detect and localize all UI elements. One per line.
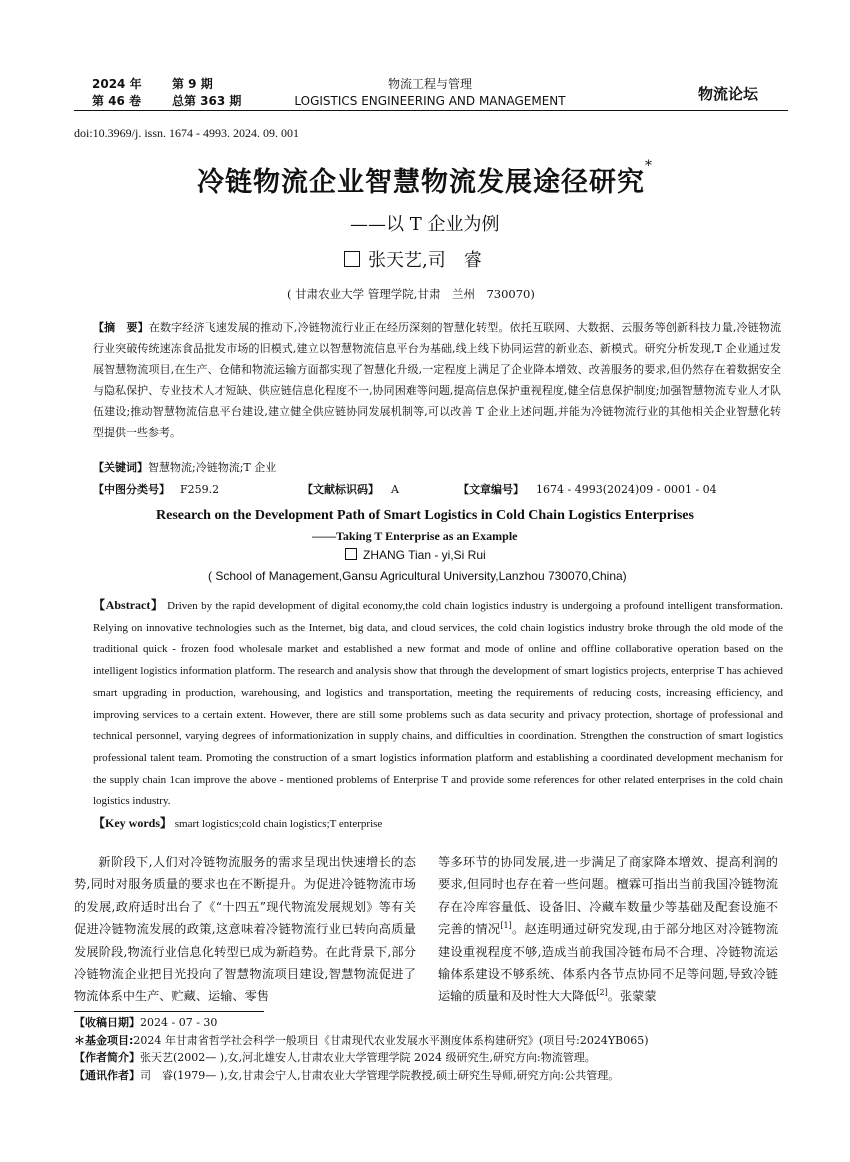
affiliation-en: ( School of Management,Gansu Agricultural University,Lanzhou 730070,China) — [208, 569, 627, 583]
article-no — [458, 481, 717, 497]
body-right-text-1: 等多环节的协同发展,进一步满足了商家降本增效、提高利润的要求,但同时也存在着一些问题。檀霖可指出当前我国冷链物流存在冷库容量低、设备旧、冷藏车数量少等基础及配套设施不完善的情况 — [438, 855, 778, 937]
title-footnote-mark: * — [645, 158, 653, 174]
citation-1: [1] — [500, 921, 512, 931]
body-right-text-3: 。张蒙蒙 — [607, 989, 657, 1004]
year: 2024 年 — [92, 77, 142, 91]
keywords-cn-text: 智慧物流;冷链物流;T 企业 — [148, 461, 277, 474]
citation-2: [2] — [596, 988, 608, 998]
subtitle-en: ——Taking T Enterprise as an Example — [312, 529, 518, 543]
body-column-right — [438, 851, 778, 1008]
authors-en — [345, 548, 486, 562]
volume: 第 46 卷 — [92, 94, 142, 108]
subtitle: ——以 T 企业为例 — [350, 214, 500, 235]
page-title: 冷链物流企业智慧物流发展途径研究 — [197, 167, 645, 198]
abstract-cn — [93, 317, 781, 444]
received-date: 【收稿日期】2024 - 07 - 30 — [74, 1016, 218, 1029]
affiliation: ( 甘肃农业大学 管理学院,甘肃 兰州 730070) — [287, 287, 535, 301]
body-right-text-2: 。赵连明通过研究发现,由于部分地区对冷链物流建设重视程度不够,造成当前我国冷链布局不合理、冷链物流运输体系建设不够系统、体系内各节点协同不足等问题,导致冷链运输的质量和及时性大大降低 — [438, 922, 779, 1004]
authors — [344, 246, 482, 272]
keywords-cn — [93, 459, 276, 475]
abstract-en-text: Driven by the rapid development of digital economy,the cold chain logistics industry is undergoing a profound intelligent transformation. Relying on innovative technologies such as the Internet, big data, and cloud services, the cold chain logistics industry broke through the old mode of the traditional quick - frozen food wholesale market and established a new format and mode of online and offline collaborative operation based on the intelligent logistics information platform. The research and analysis show that through the development of smart logistics projects, enterprise T has achieved smart upgrading in production, warehousing, and logistics and transportation, meeting the requirements of reducing costs, increasing efficiency, and improving services to a certain extent. However, there are still some problems such as data security and privacy protection, shortage of professional and technical personnel, varying degrees of informationization in supply chains, and difficulties in coordination. Strengthen the construction of smart logistics professional talent team. Promoting the construction of a smart logistics information platform and establishing a coordinated development mechanism for the supply chain 1can improve the above - mentioned problems of Enterprise T and provide some references for other related enterprises in the cold chain logistics industry. — [93, 600, 783, 808]
footnotes — [74, 1014, 649, 1084]
clc-value: F259.2 — [180, 483, 220, 496]
article-no-label: 【文章编号】 — [458, 483, 524, 496]
author-en-box-icon — [345, 548, 357, 560]
abstract-en-label: 【Abstract】 — [93, 598, 164, 612]
body-column-left: 新阶段下,人们对冷链物流服务的需求呈现出快速增长的态势,同时对服务质量的要求也在不断提升。为促进冷链物流市场的发展,政府适时出台了《“十四五”现代物流发展规划》等有关促进冷链物流发展的政策,这意味着冷链物流行业已转向高质量发展阶段,物流行业信息化转型已成为新趋势。在此背景下,部分冷链物流企业把目光投向了智慧物流项目建设,智慧物流促进了物流体系中生产、贮藏、运输、零售 — [74, 855, 416, 1004]
abstract-en — [93, 595, 783, 813]
doc-code-label: 【文献标识码】 — [302, 483, 379, 496]
header-rule — [74, 110, 788, 111]
title-block — [0, 160, 850, 199]
keywords-en-label: 【Key words】 — [93, 816, 172, 830]
author-bio: 【作者简介】张天艺(2002— ),女,河北雄安人,甘肃农业大学管理学院 2024 级研究生,研究方向:物流管理。 — [74, 1051, 596, 1064]
issue: 第 9 期 — [172, 77, 213, 91]
title-en: Research on the Development Path of Smart Logistics in Cold Chain Logistics Enterprises — [156, 508, 694, 523]
footnote-rule — [74, 1011, 264, 1012]
author-en-names: ZHANG Tian - yi,Si Rui — [363, 548, 486, 562]
journal-name-cn: 物流工程与管理 — [387, 77, 472, 91]
section-title: 物流论坛 — [698, 85, 759, 103]
author-box-icon — [344, 251, 360, 267]
corresponding-author: 【通讯作者】司 睿(1979— ),女,甘肃会宁人,甘肃农业大学管理学院教授,硕士研究生导师,研究方向:公共管理。 — [74, 1068, 620, 1082]
doi: doi:10.3969/j. issn. 1674 - 4993. 2024. 09. 001 — [74, 126, 300, 140]
clc — [93, 481, 219, 497]
issue-info — [92, 76, 241, 110]
fund-project: ＊基金项目:2024 年甘肃省哲学社会科学一般项目《甘肃现代农业发展水平测度体系构建研究》(项目号:2024YB065) — [74, 1033, 649, 1047]
journal-name — [260, 76, 600, 110]
author-names: 张天艺,司 睿 — [368, 250, 482, 271]
abstract-cn-label: 【摘 要】 — [93, 321, 149, 334]
keywords-en — [93, 814, 382, 831]
journal-name-en: LOGISTICS ENGINEERING AND MANAGEMENT — [294, 94, 566, 108]
keywords-en-text: smart logistics;cold chain logistics;T enterprise — [174, 818, 383, 830]
keywords-cn-label: 【关键词】 — [93, 461, 148, 474]
doc-code-value: A — [391, 483, 399, 496]
article-no-value: 1674 - 4993(2024)09 - 0001 - 04 — [536, 483, 717, 496]
doc-code — [302, 481, 399, 497]
clc-label: 【中图分类号】 — [93, 483, 170, 496]
total-issue: 总第 363 期 — [172, 94, 242, 108]
abstract-cn-text: 在数字经济飞速发展的推动下,冷链物流行业正在经历深刻的智慧化转型。依托互联网、大数据、云服务等创新科技力量,冷链物流行业突破传统速冻食品批发市场的旧模式,建立以智慧物流信息平台为基础,线上线下协同运营的新业态、新模式。研究分析发现,T 企业通过发展智慧物流项目,在生产、仓储和物流运输方面都实现了智慧化升级,一定程度上满足了企业降本增效、改善服务的要求,但仍然存在着数据安全与隐私保护、专业技术人才短缺、供应链信息化程度不一,协同困难等问题,提高信息保护重视程度,健全信息保护制度;加强智慧物流专业人才队伍建设;推动智慧物流信息平台建设,建立健全供应链协同发展机制等,可以改善 T 企业上述问题,并能为冷链物流行业的其他相关企业智慧化转型提供一些参考。 — [93, 321, 781, 440]
